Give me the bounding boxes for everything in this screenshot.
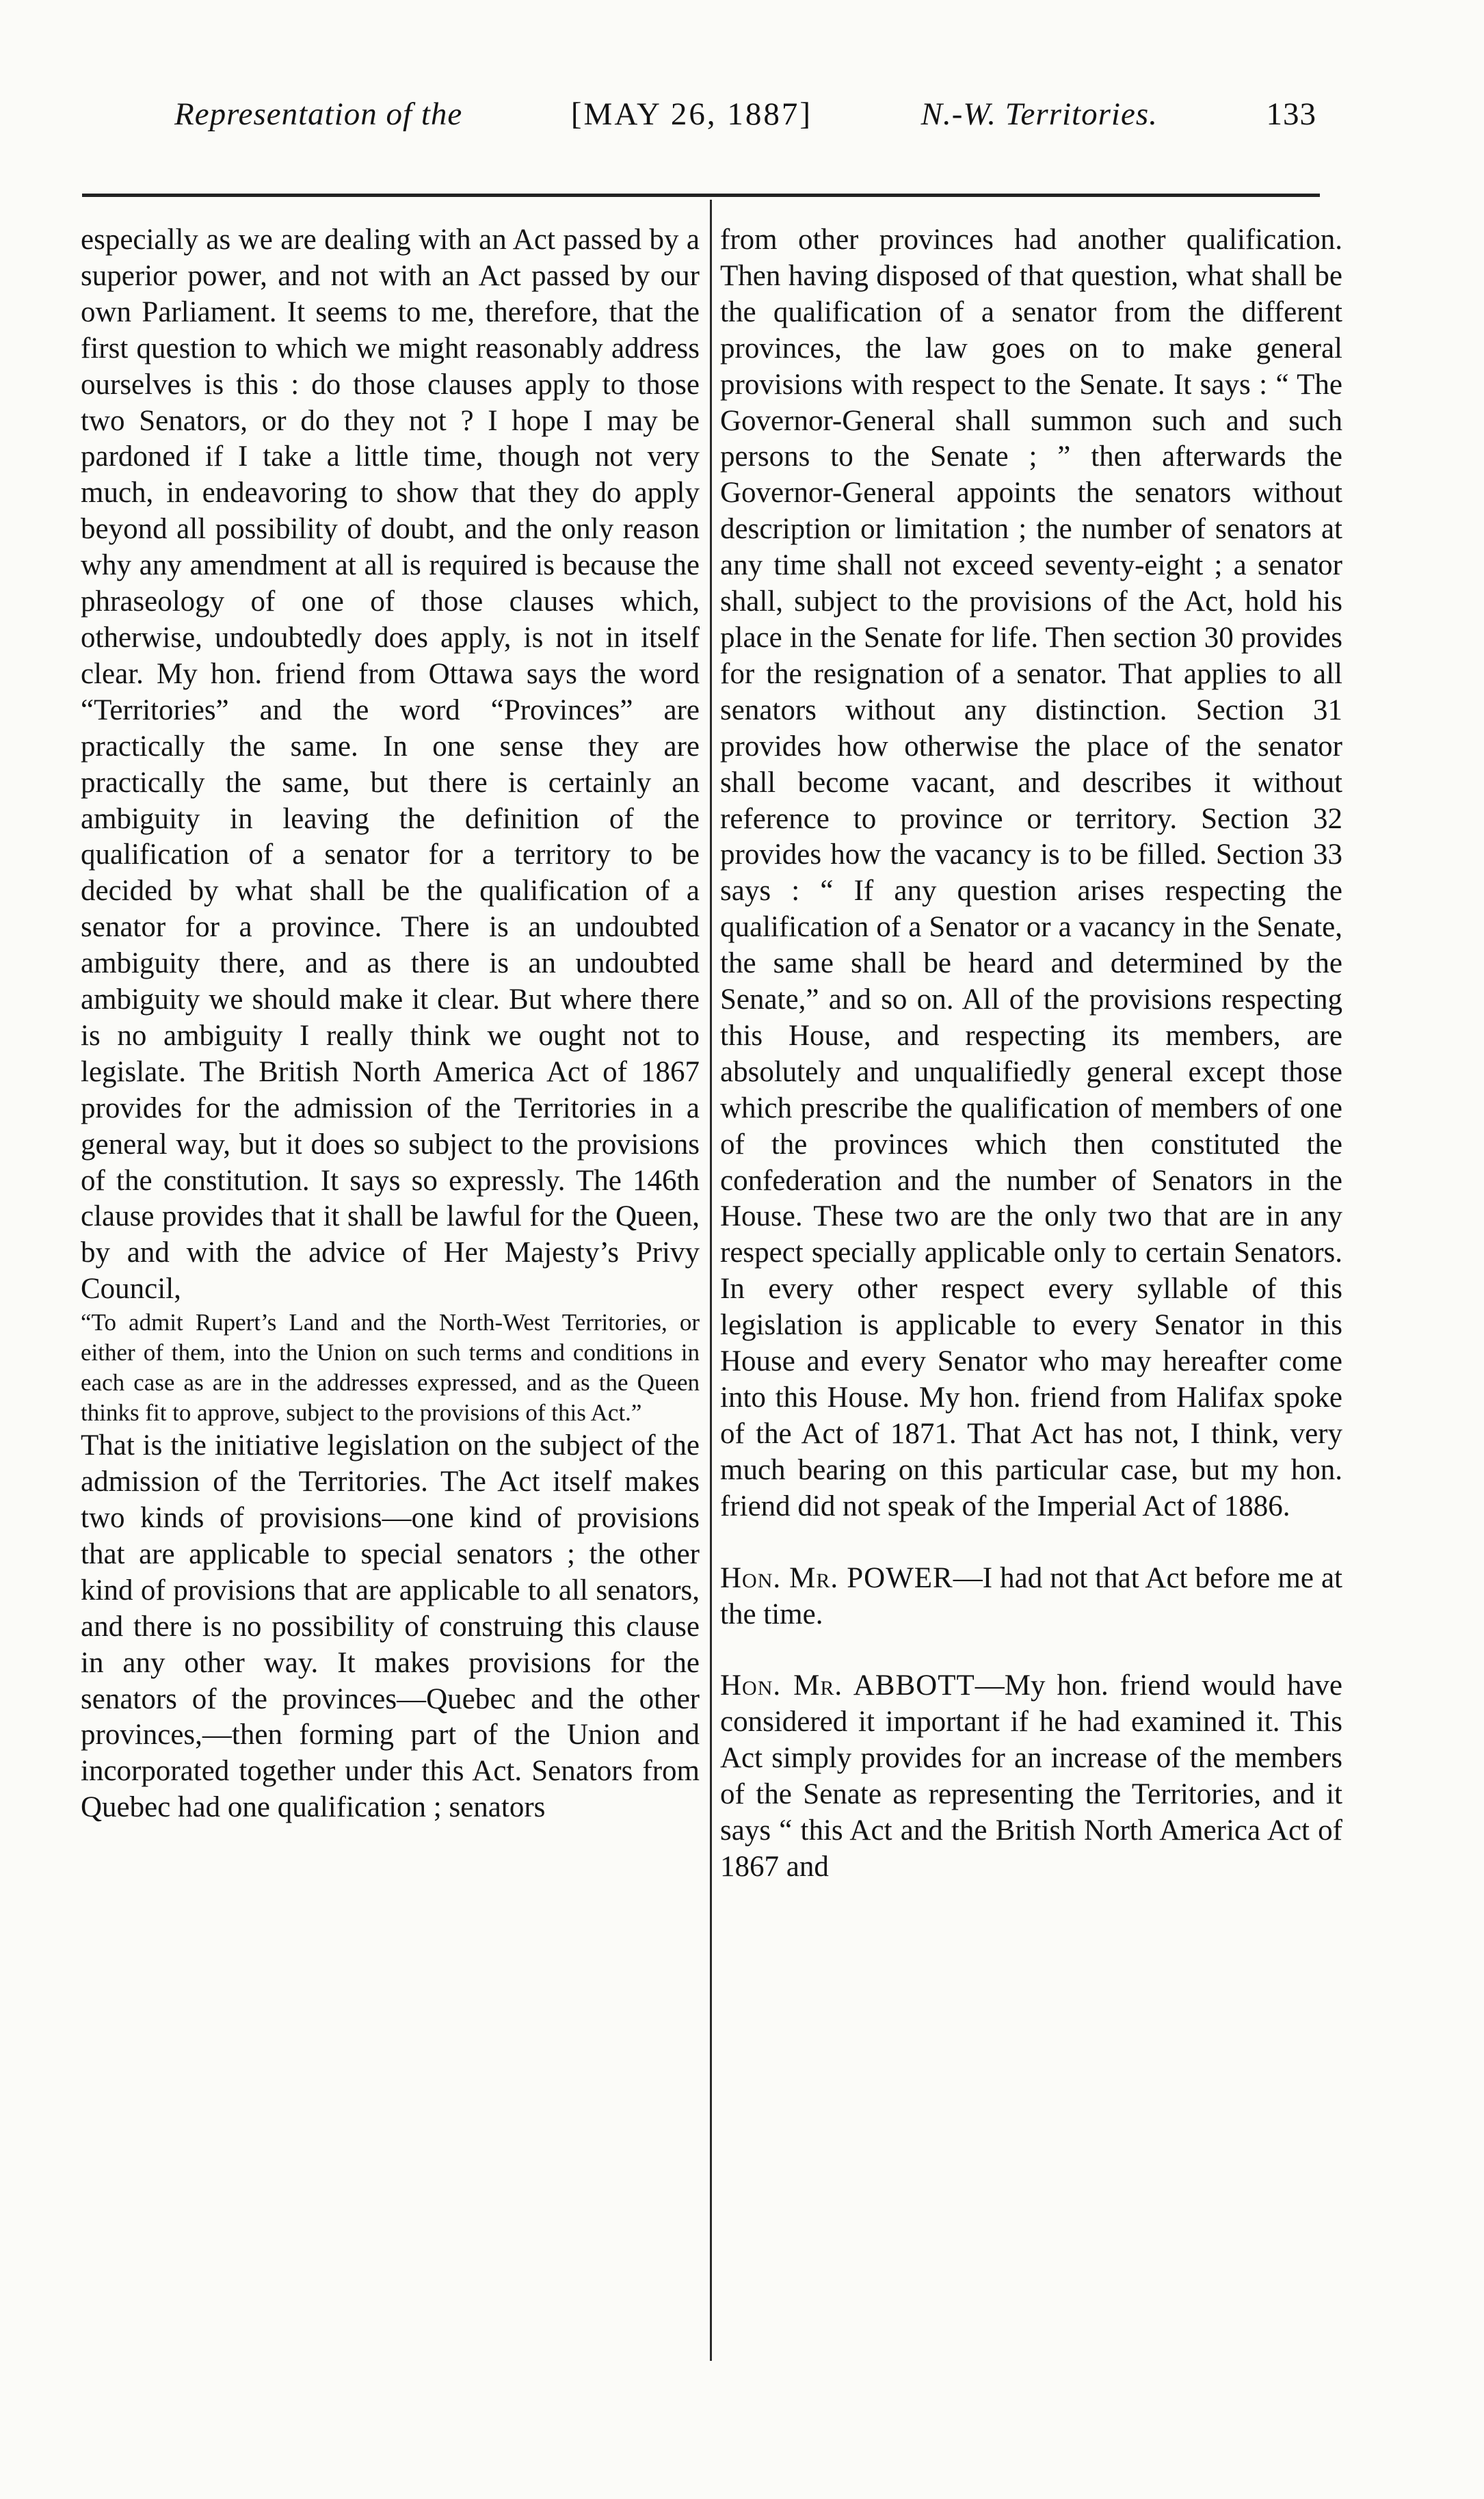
speaker-abbott: Hon. Mr. ABBOTT [720, 1669, 975, 1702]
running-header [174, 96, 1316, 157]
power-statement [720, 1561, 1342, 1633]
paragraph-gap [720, 1632, 1342, 1668]
power-statement-text: —I had not that Act before me at the time. [720, 1561, 1342, 1630]
abbott-statement [720, 1668, 1342, 1885]
left-paragraph-2: That is the initiative legislation on the subject of the admission of the Territories. The Act itself makes two kinds of provisions—one kind of provisions that are applicable to special senators ; the other kind of provisions that are applicable to all senators, and there is no possibility of construing this clause in any other way. It makes provisions for the senators of the provinces—Quebec and the other provinces,—then forming part of the Union and incorporated together under this Act. Senators from Quebec had one qualification ; senators [81, 1429, 700, 1824]
left-column [81, 222, 700, 1826]
header-date: [MAY 26, 1887] [570, 96, 813, 132]
page-number: 133 [1266, 96, 1316, 132]
right-column [720, 222, 1342, 1886]
block-quote: “To admit Rupert’s Land and the North-West Territories, or either of them, into the Union on such terms and conditions in each case as are in the addresses expressed, and as the Queen thinks fit to approve, subject to the provisions of this Act.” [81, 1309, 700, 1427]
left-paragraph-1: especially as we are dealing with an Act passed by a superior power, and not with an Act passed by our own Parliament. It seems to me, therefore, that the first question to which we might reasonably address ourselves is this : do those clauses apply to those two Senators, or do they not ? I hope I may be pardoned if I take a little time, though not very much, in endeavoring to show that they do apply beyond all possibility of doubt, and the only reason why any amendment at all is required is because the phraseology of one of those clauses which, otherwise, undoubtedly does apply, is not in itself clear. My hon. friend from Ottawa says the word “Territories” and the word “Provinces” are practically the same. In one sense they are practically the same, but there is certainly an ambiguity in leaving the definition of the qualification of a senator for a territory to be decided by what shall be the qualification of a senator for a province. There is an undoubted ambiguity there, and as there is an undoubted ambiguity we should make it clear. But where there is no ambiguity I really think we ought not to legislate. The British North America Act of 1867 provides for the admission of the Territories in a general way, but it does so subject to the provisions of the constitution. It says so expressly. The 146th clause provides that it shall be lawful for the Queen, by and with the advice of Her Majesty’s Privy Council, [81, 224, 700, 1306]
header-rule [82, 194, 1320, 197]
column-divider [710, 200, 712, 2361]
abbott-statement-text: —My hon. friend would have considered it important if he had examined it. This Act simply provides for an increase of the members of the Senate as representing the Territories, and it says “ this Act and the British North America Act of 1867 and [720, 1669, 1342, 1883]
paragraph-gap [720, 1525, 1342, 1561]
speaker-power: Hon. Mr. POWER [720, 1561, 953, 1594]
header-right-title: N.-W. Territories. [920, 96, 1158, 132]
right-paragraph-1: from other provinces had another qualification. Then having disposed of that question, what shall be the qualification of a senator from the different provinces, the law goes on to make general provisions with respect to the Senate. It says : “ The Governor-General shall summon such and such persons to the Senate ; ” then afterwards the Governor-General appoints the senators without description or limitation ; the number of senators at any time shall not exceed seventy-eight ; a senator shall, subject to the provisions of the Act, hold his place in the Senate for life. Then section 30 provides for the resignation of a senator. That applies to all senators without any distinction. Section 31 provides how otherwise the place of the senator shall become vacant, and describes it without reference to province or territory. Section 32 provides how the vacancy is to be filled. Section 33 says : “ If any question arises respecting the qualification of a Senator or a vacancy in the Senate, the same shall be heard and determined by the Senate,” and so on. All of the provisions respecting this House, and respecting its members, are absolutely and unqualifiedly general except those which prescribe the qualification of members of one of the provinces which then constituted the confederation and the number of Senators in the House. These two are the only two that are in any respect specially applicable only to certain Senators. In every other respect every syllable of this legislation is applicable to every Senator in this House and every Senator who may hereafter come into this House. My hon. friend from Halifax spoke of the Act of 1871. That Act has not, I think, very much bearing on this particular case, but my hon. friend did not speak of the Imperial Act of 1886. [720, 224, 1342, 1522]
header-left-title: Representation of the [174, 96, 463, 132]
